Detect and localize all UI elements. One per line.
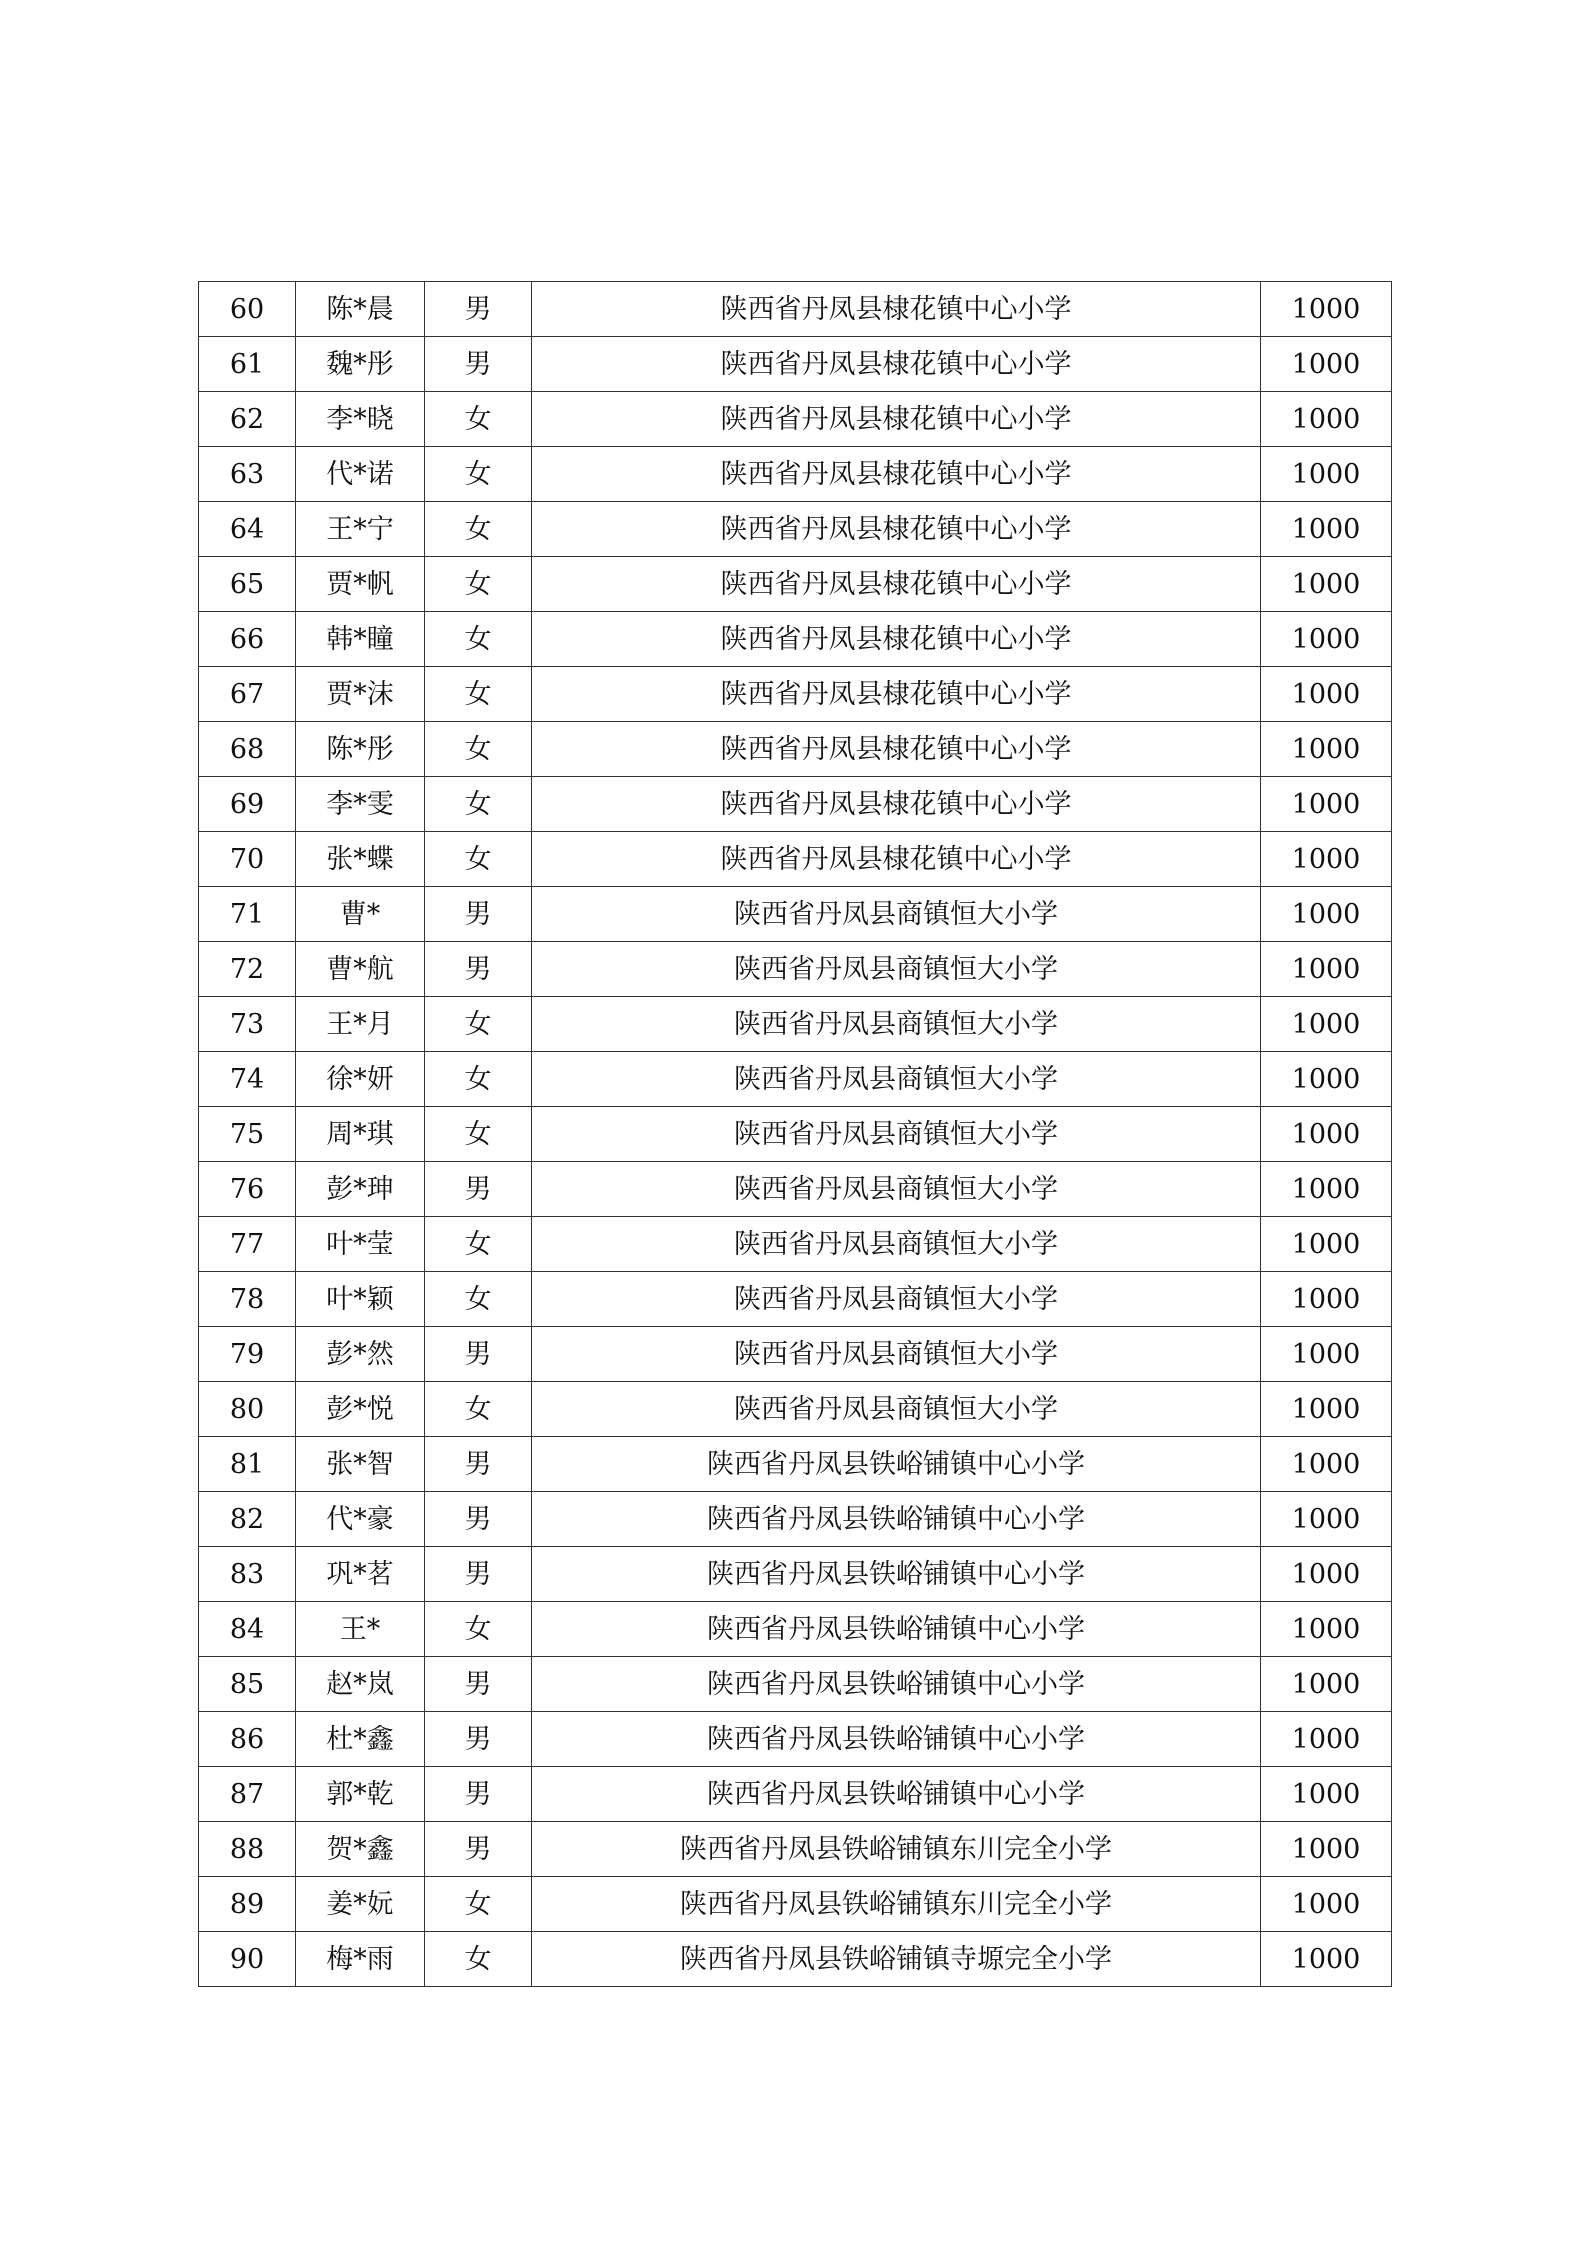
table-row [199,337,1392,392]
student-name-cell: 陈*晨 [296,282,425,337]
school-name-cell: 陕西省丹凤县棣花镇中心小学 [532,722,1261,777]
table-row [199,1272,1392,1327]
student-name-cell: 贾*帆 [296,557,425,612]
gender-cell: 女 [425,447,532,502]
school-name-cell: 陕西省丹凤县铁峪铺镇寺塬完全小学 [532,1932,1261,1987]
student-name-cell: 贺*鑫 [296,1822,425,1877]
student-name-cell: 贾*沫 [296,667,425,722]
amount-cell: 1000 [1261,777,1392,832]
student-name-cell: 陈*彤 [296,722,425,777]
gender-cell: 女 [425,832,532,887]
row-number-cell: 70 [199,832,296,887]
row-number-cell: 78 [199,1272,296,1327]
gender-cell: 女 [425,722,532,777]
student-name-cell: 李*雯 [296,777,425,832]
gender-cell: 男 [425,1492,532,1547]
amount-cell: 1000 [1261,392,1392,447]
student-name-cell: 韩*瞳 [296,612,425,667]
roster-table-body [199,282,1392,1987]
amount-cell: 1000 [1261,1602,1392,1657]
school-name-cell: 陕西省丹凤县棣花镇中心小学 [532,777,1261,832]
student-name-cell: 曹* [296,887,425,942]
school-name-cell: 陕西省丹凤县棣花镇中心小学 [532,447,1261,502]
school-name-cell: 陕西省丹凤县铁峪铺镇中心小学 [532,1437,1261,1492]
student-name-cell: 郭*乾 [296,1767,425,1822]
amount-cell: 1000 [1261,667,1392,722]
student-name-cell: 赵*岚 [296,1657,425,1712]
row-number-cell: 90 [199,1932,296,1987]
amount-cell: 1000 [1261,1382,1392,1437]
amount-cell: 1000 [1261,1492,1392,1547]
table-row [199,722,1392,777]
gender-cell: 女 [425,1602,532,1657]
gender-cell: 男 [425,1822,532,1877]
student-name-cell: 曹*航 [296,942,425,997]
gender-cell: 男 [425,337,532,392]
gender-cell: 男 [425,1767,532,1822]
gender-cell: 女 [425,612,532,667]
table-row [199,887,1392,942]
school-name-cell: 陕西省丹凤县商镇恒大小学 [532,997,1261,1052]
student-roster-table [198,281,1392,1987]
student-name-cell: 彭*珅 [296,1162,425,1217]
table-row [199,1822,1392,1877]
gender-cell: 男 [425,1547,532,1602]
row-number-cell: 83 [199,1547,296,1602]
table-row [199,1107,1392,1162]
table-row [199,502,1392,557]
amount-cell: 1000 [1261,942,1392,997]
gender-cell: 男 [425,282,532,337]
school-name-cell: 陕西省丹凤县铁峪铺镇中心小学 [532,1657,1261,1712]
amount-cell: 1000 [1261,1107,1392,1162]
row-number-cell: 72 [199,942,296,997]
student-name-cell: 彭*然 [296,1327,425,1382]
school-name-cell: 陕西省丹凤县棣花镇中心小学 [532,392,1261,447]
amount-cell: 1000 [1261,1712,1392,1767]
row-number-cell: 73 [199,997,296,1052]
school-name-cell: 陕西省丹凤县棣花镇中心小学 [532,282,1261,337]
gender-cell: 女 [425,997,532,1052]
amount-cell: 1000 [1261,1217,1392,1272]
row-number-cell: 65 [199,557,296,612]
gender-cell: 女 [425,777,532,832]
gender-cell: 男 [425,887,532,942]
gender-cell: 女 [425,502,532,557]
row-number-cell: 61 [199,337,296,392]
row-number-cell: 77 [199,1217,296,1272]
row-number-cell: 69 [199,777,296,832]
row-number-cell: 74 [199,1052,296,1107]
school-name-cell: 陕西省丹凤县铁峪铺镇东川完全小学 [532,1822,1261,1877]
table-row [199,1657,1392,1712]
school-name-cell: 陕西省丹凤县棣花镇中心小学 [532,337,1261,392]
school-name-cell: 陕西省丹凤县商镇恒大小学 [532,1327,1261,1382]
table-row [199,667,1392,722]
table-row [199,557,1392,612]
student-name-cell: 周*琪 [296,1107,425,1162]
student-name-cell: 代*诺 [296,447,425,502]
row-number-cell: 67 [199,667,296,722]
row-number-cell: 86 [199,1712,296,1767]
row-number-cell: 85 [199,1657,296,1712]
table-row [199,1547,1392,1602]
table-row [199,1162,1392,1217]
student-name-cell: 徐*妍 [296,1052,425,1107]
school-name-cell: 陕西省丹凤县商镇恒大小学 [532,887,1261,942]
student-name-cell: 杜*鑫 [296,1712,425,1767]
row-number-cell: 62 [199,392,296,447]
amount-cell: 1000 [1261,1657,1392,1712]
amount-cell: 1000 [1261,1052,1392,1107]
school-name-cell: 陕西省丹凤县商镇恒大小学 [532,1162,1261,1217]
school-name-cell: 陕西省丹凤县棣花镇中心小学 [532,612,1261,667]
table-row [199,777,1392,832]
amount-cell: 1000 [1261,337,1392,392]
gender-cell: 女 [425,1932,532,1987]
gender-cell: 女 [425,557,532,612]
gender-cell: 男 [425,1437,532,1492]
amount-cell: 1000 [1261,1327,1392,1382]
student-name-cell: 王* [296,1602,425,1657]
table-row [199,1877,1392,1932]
table-row [199,997,1392,1052]
amount-cell: 1000 [1261,1822,1392,1877]
table-row [199,1712,1392,1767]
school-name-cell: 陕西省丹凤县棣花镇中心小学 [532,502,1261,557]
school-name-cell: 陕西省丹凤县棣花镇中心小学 [532,832,1261,887]
row-number-cell: 80 [199,1382,296,1437]
row-number-cell: 64 [199,502,296,557]
table-row [199,832,1392,887]
table-row [199,1932,1392,1987]
amount-cell: 1000 [1261,1767,1392,1822]
amount-cell: 1000 [1261,502,1392,557]
school-name-cell: 陕西省丹凤县商镇恒大小学 [532,1382,1261,1437]
table-row [199,612,1392,667]
amount-cell: 1000 [1261,832,1392,887]
table-row [199,1767,1392,1822]
amount-cell: 1000 [1261,1437,1392,1492]
table-row [199,1602,1392,1657]
amount-cell: 1000 [1261,1162,1392,1217]
student-name-cell: 张*蝶 [296,832,425,887]
amount-cell: 1000 [1261,557,1392,612]
gender-cell: 女 [425,667,532,722]
student-name-cell: 彭*悦 [296,1382,425,1437]
row-number-cell: 89 [199,1877,296,1932]
student-name-cell: 张*智 [296,1437,425,1492]
amount-cell: 1000 [1261,997,1392,1052]
gender-cell: 女 [425,1217,532,1272]
student-name-cell: 姜*妧 [296,1877,425,1932]
school-name-cell: 陕西省丹凤县铁峪铺镇中心小学 [532,1712,1261,1767]
student-name-cell: 梅*雨 [296,1932,425,1987]
amount-cell: 1000 [1261,612,1392,667]
row-number-cell: 71 [199,887,296,942]
row-number-cell: 66 [199,612,296,667]
amount-cell: 1000 [1261,1877,1392,1932]
row-number-cell: 60 [199,282,296,337]
student-name-cell: 代*豪 [296,1492,425,1547]
amount-cell: 1000 [1261,447,1392,502]
row-number-cell: 87 [199,1767,296,1822]
gender-cell: 女 [425,1272,532,1327]
row-number-cell: 63 [199,447,296,502]
gender-cell: 女 [425,1382,532,1437]
school-name-cell: 陕西省丹凤县铁峪铺镇中心小学 [532,1602,1261,1657]
gender-cell: 女 [425,1877,532,1932]
table-row [199,1217,1392,1272]
amount-cell: 1000 [1261,887,1392,942]
gender-cell: 男 [425,942,532,997]
amount-cell: 1000 [1261,1932,1392,1987]
school-name-cell: 陕西省丹凤县铁峪铺镇东川完全小学 [532,1877,1261,1932]
row-number-cell: 75 [199,1107,296,1162]
student-name-cell: 巩*茗 [296,1547,425,1602]
school-name-cell: 陕西省丹凤县铁峪铺镇中心小学 [532,1492,1261,1547]
table-row [199,1492,1392,1547]
school-name-cell: 陕西省丹凤县商镇恒大小学 [532,1272,1261,1327]
school-name-cell: 陕西省丹凤县商镇恒大小学 [532,942,1261,997]
row-number-cell: 84 [199,1602,296,1657]
row-number-cell: 79 [199,1327,296,1382]
table-row [199,1327,1392,1382]
student-name-cell: 王*宁 [296,502,425,557]
school-name-cell: 陕西省丹凤县棣花镇中心小学 [532,557,1261,612]
amount-cell: 1000 [1261,1272,1392,1327]
gender-cell: 男 [425,1712,532,1767]
table-row [199,942,1392,997]
row-number-cell: 88 [199,1822,296,1877]
table-row [199,447,1392,502]
table-row [199,392,1392,447]
gender-cell: 女 [425,1107,532,1162]
gender-cell: 女 [425,1052,532,1107]
school-name-cell: 陕西省丹凤县商镇恒大小学 [532,1052,1261,1107]
row-number-cell: 81 [199,1437,296,1492]
table-row [199,1437,1392,1492]
school-name-cell: 陕西省丹凤县商镇恒大小学 [532,1107,1261,1162]
school-name-cell: 陕西省丹凤县商镇恒大小学 [532,1217,1261,1272]
school-name-cell: 陕西省丹凤县铁峪铺镇中心小学 [532,1547,1261,1602]
gender-cell: 男 [425,1162,532,1217]
row-number-cell: 82 [199,1492,296,1547]
student-name-cell: 叶*莹 [296,1217,425,1272]
student-name-cell: 王*月 [296,997,425,1052]
school-name-cell: 陕西省丹凤县棣花镇中心小学 [532,667,1261,722]
gender-cell: 男 [425,1657,532,1712]
table-row [199,282,1392,337]
row-number-cell: 76 [199,1162,296,1217]
table-row [199,1382,1392,1437]
school-name-cell: 陕西省丹凤县铁峪铺镇中心小学 [532,1767,1261,1822]
gender-cell: 女 [425,392,532,447]
amount-cell: 1000 [1261,1547,1392,1602]
student-name-cell: 李*晓 [296,392,425,447]
table-row [199,1052,1392,1107]
student-name-cell: 叶*颖 [296,1272,425,1327]
amount-cell: 1000 [1261,722,1392,777]
gender-cell: 男 [425,1327,532,1382]
row-number-cell: 68 [199,722,296,777]
amount-cell: 1000 [1261,282,1392,337]
student-name-cell: 魏*彤 [296,337,425,392]
